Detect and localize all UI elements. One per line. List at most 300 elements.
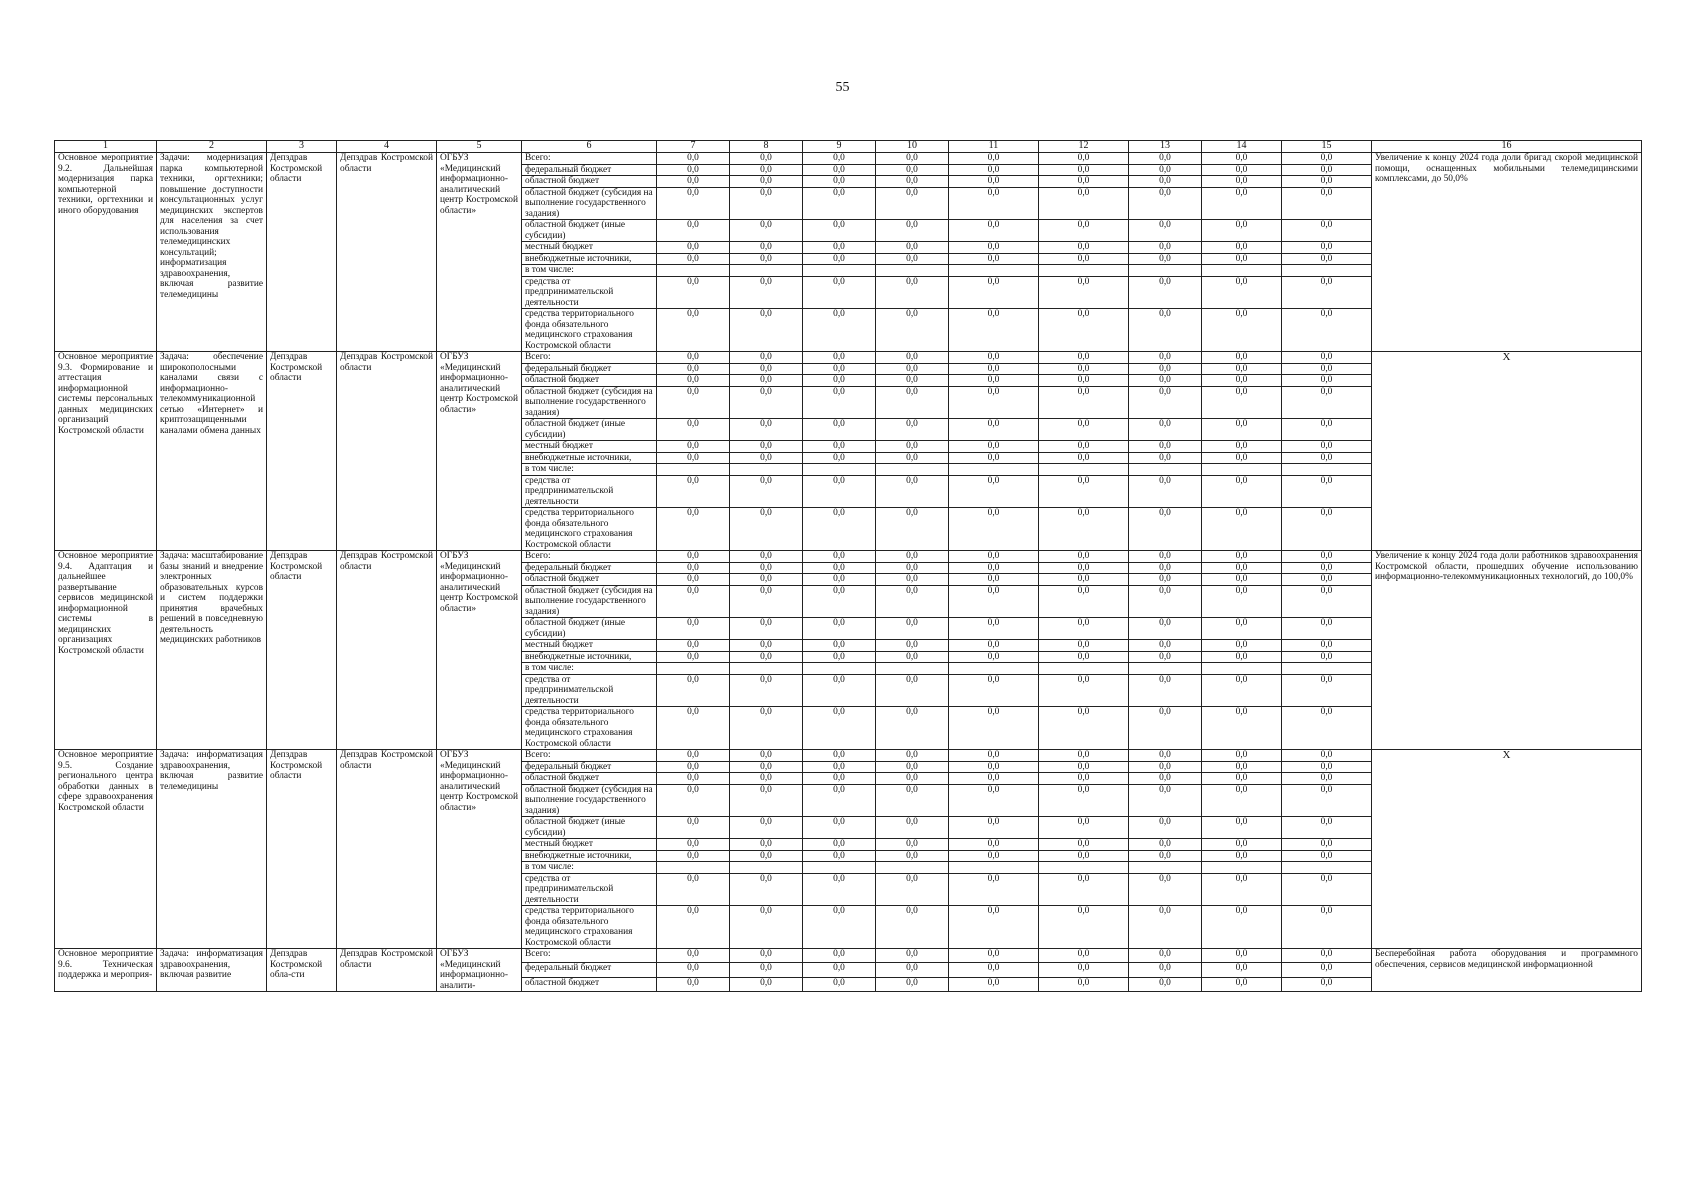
amount-cell bbox=[876, 464, 949, 476]
column-header: 4 bbox=[337, 141, 437, 153]
funding-source: областной бюджет bbox=[522, 977, 657, 991]
amount-cell: 0,0 bbox=[1202, 242, 1282, 254]
amount-cell: 0,0 bbox=[1039, 773, 1129, 785]
amount-cell: 0,0 bbox=[803, 839, 876, 851]
amount-cell: 0,0 bbox=[1129, 253, 1202, 265]
amount-cell: 0,0 bbox=[1202, 253, 1282, 265]
measure-name: Основное мероприятие 9.4. Адаптация и дальнейшее развертывание сервисов медицинской информационной системы в медицинских организациях Костромской области bbox=[55, 551, 157, 750]
amount-cell bbox=[803, 464, 876, 476]
amount-cell: 0,0 bbox=[657, 839, 730, 851]
amount-cell: 0,0 bbox=[1129, 276, 1202, 309]
amount-cell: 0,0 bbox=[1282, 873, 1372, 906]
amount-cell: 0,0 bbox=[876, 276, 949, 309]
funding-source: Всего: bbox=[522, 750, 657, 762]
table-row bbox=[55, 352, 1642, 364]
amount-cell: 0,0 bbox=[657, 817, 730, 839]
amount-cell: 0,0 bbox=[1282, 839, 1372, 851]
amount-cell: 0,0 bbox=[1282, 674, 1372, 707]
amount-cell bbox=[1202, 862, 1282, 874]
measure-name: Основное мероприятие 9.2. Дальнейшая модернизация парка компьютерной техники, оргтехники и иного оборудования bbox=[55, 153, 157, 352]
measure-coexecutor: Депздрав Костромской области bbox=[337, 949, 437, 992]
amount-cell: 0,0 bbox=[1129, 508, 1202, 551]
amount-cell: 0,0 bbox=[1202, 873, 1282, 906]
measure-executor: Депздрав Костромской области bbox=[267, 750, 337, 949]
amount-cell: 0,0 bbox=[1282, 452, 1372, 464]
funding-source: областной бюджет (иные субсидии) bbox=[522, 817, 657, 839]
amount-cell: 0,0 bbox=[876, 784, 949, 817]
amount-cell: 0,0 bbox=[657, 452, 730, 464]
funding-source: областной бюджет (иные субсидии) bbox=[522, 220, 657, 242]
measure-participant: ОГБУЗ «Медицинский информационно-аналитический центр Костромской области» bbox=[437, 551, 522, 750]
amount-cell bbox=[730, 265, 803, 277]
expected-result: X bbox=[1372, 352, 1642, 551]
funding-source: областной бюджет (субсидия на выполнение государственного задания) bbox=[522, 585, 657, 618]
funding-source: областной бюджет bbox=[522, 176, 657, 188]
amount-cell: 0,0 bbox=[657, 176, 730, 188]
funding-source: Всего: bbox=[522, 551, 657, 563]
funding-source: федеральный бюджет bbox=[522, 562, 657, 574]
amount-cell: 0,0 bbox=[949, 817, 1039, 839]
amount-cell: 0,0 bbox=[876, 375, 949, 387]
amount-cell: 0,0 bbox=[1129, 977, 1202, 991]
amount-cell: 0,0 bbox=[949, 618, 1039, 640]
amount-cell: 0,0 bbox=[657, 674, 730, 707]
funding-source: средства от предпринимательской деятельности bbox=[522, 873, 657, 906]
amount-cell: 0,0 bbox=[657, 475, 730, 508]
amount-cell: 0,0 bbox=[949, 475, 1039, 508]
amount-cell: 0,0 bbox=[1282, 475, 1372, 508]
funding-source: внебюджетные источники, bbox=[522, 651, 657, 663]
amount-cell bbox=[949, 464, 1039, 476]
amount-cell: 0,0 bbox=[803, 761, 876, 773]
amount-cell: 0,0 bbox=[1282, 585, 1372, 618]
amount-cell: 0,0 bbox=[803, 551, 876, 563]
amount-cell: 0,0 bbox=[1039, 253, 1129, 265]
amount-cell: 0,0 bbox=[803, 253, 876, 265]
amount-cell: 0,0 bbox=[657, 220, 730, 242]
funding-source: средства от предпринимательской деятельности bbox=[522, 674, 657, 707]
amount-cell: 0,0 bbox=[949, 674, 1039, 707]
amount-cell: 0,0 bbox=[1202, 618, 1282, 640]
amount-cell bbox=[876, 862, 949, 874]
expected-result: Увеличение к концу 2024 года доли бригад скорой медицинской помощи, оснащенных мобильными телемедицинскими комплексами, до 50,0% bbox=[1372, 153, 1642, 352]
program-table bbox=[54, 140, 1642, 992]
table-row bbox=[55, 949, 1642, 963]
amount-cell: 0,0 bbox=[949, 562, 1039, 574]
amount-cell bbox=[876, 663, 949, 675]
measure-coexecutor: Депздрав Костромской области bbox=[337, 352, 437, 551]
amount-cell: 0,0 bbox=[1202, 220, 1282, 242]
measure-task: Задача: масштабирование базы знаний и внедрение электронных образовательных курсов и систем поддержки принятия врачебных решений в повседневную деятельность медицинских работников bbox=[157, 551, 267, 750]
amount-cell: 0,0 bbox=[1039, 187, 1129, 220]
amount-cell: 0,0 bbox=[657, 309, 730, 352]
measure-task: Задача: информатизация здравоохранения, включая развитие телемедицины bbox=[157, 750, 267, 949]
amount-cell bbox=[1202, 464, 1282, 476]
amount-cell: 0,0 bbox=[730, 253, 803, 265]
amount-cell: 0,0 bbox=[876, 220, 949, 242]
amount-cell: 0,0 bbox=[803, 475, 876, 508]
column-header: 14 bbox=[1202, 141, 1282, 153]
amount-cell: 0,0 bbox=[1202, 375, 1282, 387]
amount-cell: 0,0 bbox=[730, 242, 803, 254]
amount-cell: 0,0 bbox=[730, 452, 803, 464]
amount-cell: 0,0 bbox=[1039, 761, 1129, 773]
amount-cell: 0,0 bbox=[876, 618, 949, 640]
amount-cell: 0,0 bbox=[1282, 640, 1372, 652]
amount-cell: 0,0 bbox=[803, 750, 876, 762]
amount-cell: 0,0 bbox=[730, 640, 803, 652]
amount-cell: 0,0 bbox=[1039, 452, 1129, 464]
amount-cell: 0,0 bbox=[657, 574, 730, 586]
amount-cell: 0,0 bbox=[1039, 475, 1129, 508]
measure-participant: ОГБУЗ «Медицинский информационно-аналити- bbox=[437, 949, 522, 992]
amount-cell: 0,0 bbox=[949, 164, 1039, 176]
amount-cell: 0,0 bbox=[657, 441, 730, 453]
amount-cell: 0,0 bbox=[1039, 419, 1129, 441]
amount-cell: 0,0 bbox=[1282, 375, 1372, 387]
column-header: 11 bbox=[949, 141, 1039, 153]
amount-cell: 0,0 bbox=[657, 850, 730, 862]
amount-cell bbox=[1282, 862, 1372, 874]
amount-cell: 0,0 bbox=[1129, 452, 1202, 464]
funding-source: Всего: bbox=[522, 949, 657, 963]
amount-cell: 0,0 bbox=[730, 276, 803, 309]
amount-cell: 0,0 bbox=[1282, 773, 1372, 785]
measure-participant: ОГБУЗ «Медицинский информационно-аналитический центр Костромской области» bbox=[437, 352, 522, 551]
amount-cell: 0,0 bbox=[657, 873, 730, 906]
amount-cell: 0,0 bbox=[949, 363, 1039, 375]
amount-cell: 0,0 bbox=[730, 562, 803, 574]
amount-cell: 0,0 bbox=[657, 276, 730, 309]
amount-cell: 0,0 bbox=[1129, 551, 1202, 563]
column-header: 7 bbox=[657, 141, 730, 153]
amount-cell: 0,0 bbox=[1202, 850, 1282, 862]
amount-cell: 0,0 bbox=[1282, 949, 1372, 963]
amount-cell: 0,0 bbox=[803, 386, 876, 419]
amount-cell: 0,0 bbox=[657, 963, 730, 977]
amount-cell: 0,0 bbox=[1282, 363, 1372, 375]
amount-cell: 0,0 bbox=[1039, 850, 1129, 862]
amount-cell: 0,0 bbox=[1039, 674, 1129, 707]
amount-cell: 0,0 bbox=[949, 640, 1039, 652]
amount-cell: 0,0 bbox=[1202, 419, 1282, 441]
measure-name: Основное мероприятие 9.6. Техническая поддержка и мероприя- bbox=[55, 949, 157, 992]
amount-cell: 0,0 bbox=[949, 784, 1039, 817]
amount-cell: 0,0 bbox=[1282, 153, 1372, 165]
amount-cell: 0,0 bbox=[730, 164, 803, 176]
amount-cell: 0,0 bbox=[1129, 839, 1202, 851]
amount-cell: 0,0 bbox=[803, 773, 876, 785]
amount-cell: 0,0 bbox=[876, 187, 949, 220]
amount-cell: 0,0 bbox=[803, 651, 876, 663]
amount-cell: 0,0 bbox=[803, 309, 876, 352]
amount-cell: 0,0 bbox=[1282, 352, 1372, 364]
amount-cell: 0,0 bbox=[1202, 441, 1282, 453]
amount-cell: 0,0 bbox=[949, 949, 1039, 963]
amount-cell: 0,0 bbox=[949, 253, 1039, 265]
amount-cell: 0,0 bbox=[803, 452, 876, 464]
amount-cell: 0,0 bbox=[1039, 309, 1129, 352]
amount-cell: 0,0 bbox=[876, 363, 949, 375]
amount-cell: 0,0 bbox=[949, 839, 1039, 851]
amount-cell: 0,0 bbox=[803, 817, 876, 839]
funding-source: в том числе: bbox=[522, 663, 657, 675]
amount-cell: 0,0 bbox=[1129, 949, 1202, 963]
amount-cell: 0,0 bbox=[949, 375, 1039, 387]
amount-cell: 0,0 bbox=[1129, 817, 1202, 839]
amount-cell bbox=[730, 464, 803, 476]
amount-cell: 0,0 bbox=[949, 850, 1039, 862]
amount-cell: 0,0 bbox=[876, 850, 949, 862]
amount-cell: 0,0 bbox=[1202, 574, 1282, 586]
amount-cell: 0,0 bbox=[1282, 750, 1372, 762]
amount-cell: 0,0 bbox=[657, 508, 730, 551]
amount-cell bbox=[1282, 663, 1372, 675]
amount-cell: 0,0 bbox=[1039, 750, 1129, 762]
amount-cell: 0,0 bbox=[1282, 386, 1372, 419]
amount-cell: 0,0 bbox=[1039, 707, 1129, 750]
amount-cell: 0,0 bbox=[657, 562, 730, 574]
amount-cell: 0,0 bbox=[1202, 508, 1282, 551]
amount-cell: 0,0 bbox=[1039, 386, 1129, 419]
amount-cell: 0,0 bbox=[1202, 276, 1282, 309]
column-header: 8 bbox=[730, 141, 803, 153]
column-header: 6 bbox=[522, 141, 657, 153]
amount-cell: 0,0 bbox=[1129, 309, 1202, 352]
amount-cell: 0,0 bbox=[949, 187, 1039, 220]
amount-cell: 0,0 bbox=[1039, 906, 1129, 949]
amount-cell: 0,0 bbox=[803, 977, 876, 991]
amount-cell: 0,0 bbox=[1039, 220, 1129, 242]
amount-cell: 0,0 bbox=[1202, 309, 1282, 352]
amount-cell: 0,0 bbox=[949, 176, 1039, 188]
amount-cell: 0,0 bbox=[657, 906, 730, 949]
amount-cell: 0,0 bbox=[657, 784, 730, 817]
amount-cell: 0,0 bbox=[803, 153, 876, 165]
amount-cell: 0,0 bbox=[1202, 164, 1282, 176]
amount-cell bbox=[949, 265, 1039, 277]
amount-cell: 0,0 bbox=[876, 585, 949, 618]
amount-cell: 0,0 bbox=[1039, 562, 1129, 574]
amount-cell: 0,0 bbox=[1039, 977, 1129, 991]
amount-cell: 0,0 bbox=[1129, 761, 1202, 773]
amount-cell: 0,0 bbox=[1202, 176, 1282, 188]
amount-cell: 0,0 bbox=[657, 386, 730, 419]
amount-cell: 0,0 bbox=[876, 508, 949, 551]
amount-cell: 0,0 bbox=[803, 242, 876, 254]
measure-executor: Депздрав Костромской области bbox=[267, 352, 337, 551]
amount-cell: 0,0 bbox=[1202, 761, 1282, 773]
amount-cell: 0,0 bbox=[1202, 963, 1282, 977]
amount-cell: 0,0 bbox=[1202, 562, 1282, 574]
amount-cell: 0,0 bbox=[876, 386, 949, 419]
amount-cell: 0,0 bbox=[1129, 352, 1202, 364]
funding-source: федеральный бюджет bbox=[522, 164, 657, 176]
amount-cell bbox=[657, 464, 730, 476]
amount-cell: 0,0 bbox=[1202, 386, 1282, 419]
amount-cell: 0,0 bbox=[876, 475, 949, 508]
amount-cell bbox=[1039, 464, 1129, 476]
amount-cell: 0,0 bbox=[730, 618, 803, 640]
amount-cell: 0,0 bbox=[1039, 363, 1129, 375]
amount-cell: 0,0 bbox=[730, 363, 803, 375]
amount-cell: 0,0 bbox=[876, 441, 949, 453]
amount-cell: 0,0 bbox=[803, 850, 876, 862]
funding-source: местный бюджет bbox=[522, 441, 657, 453]
amount-cell: 0,0 bbox=[1039, 839, 1129, 851]
amount-cell: 0,0 bbox=[730, 773, 803, 785]
amount-cell bbox=[657, 663, 730, 675]
amount-cell: 0,0 bbox=[1202, 551, 1282, 563]
amount-cell: 0,0 bbox=[876, 906, 949, 949]
amount-cell: 0,0 bbox=[1202, 839, 1282, 851]
funding-source: областной бюджет (иные субсидии) bbox=[522, 419, 657, 441]
amount-cell: 0,0 bbox=[1129, 574, 1202, 586]
funding-source: областной бюджет (иные субсидии) bbox=[522, 618, 657, 640]
column-header: 5 bbox=[437, 141, 522, 153]
amount-cell: 0,0 bbox=[730, 309, 803, 352]
funding-source: средства территориального фонда обязательного медицинского страхования Костромской области bbox=[522, 508, 657, 551]
amount-cell: 0,0 bbox=[1129, 963, 1202, 977]
amount-cell: 0,0 bbox=[1129, 618, 1202, 640]
amount-cell: 0,0 bbox=[1039, 176, 1129, 188]
amount-cell: 0,0 bbox=[1039, 817, 1129, 839]
amount-cell bbox=[1202, 663, 1282, 675]
amount-cell: 0,0 bbox=[876, 153, 949, 165]
amount-cell: 0,0 bbox=[876, 707, 949, 750]
amount-cell: 0,0 bbox=[803, 441, 876, 453]
funding-source: областной бюджет bbox=[522, 574, 657, 586]
amount-cell: 0,0 bbox=[1282, 906, 1372, 949]
amount-cell: 0,0 bbox=[803, 562, 876, 574]
column-header: 15 bbox=[1282, 141, 1372, 153]
funding-source: внебюджетные источники, bbox=[522, 452, 657, 464]
amount-cell: 0,0 bbox=[1282, 817, 1372, 839]
amount-cell: 0,0 bbox=[876, 963, 949, 977]
amount-cell: 0,0 bbox=[1039, 618, 1129, 640]
amount-cell: 0,0 bbox=[876, 977, 949, 991]
amount-cell: 0,0 bbox=[657, 352, 730, 364]
amount-cell bbox=[1129, 464, 1202, 476]
page-number: 55 bbox=[835, 80, 850, 95]
measure-task: Задачи: модернизация парка компьютерной техники, оргтехники; повышение доступности консультационных услуг медицинских экспертов для населения за счет использования телемедицинских консультаций; информатизация здравоохранения, включая развитие телемедицины bbox=[157, 153, 267, 352]
amount-cell: 0,0 bbox=[1129, 773, 1202, 785]
amount-cell bbox=[657, 265, 730, 277]
amount-cell: 0,0 bbox=[1129, 419, 1202, 441]
amount-cell: 0,0 bbox=[949, 220, 1039, 242]
amount-cell: 0,0 bbox=[803, 618, 876, 640]
amount-cell: 0,0 bbox=[730, 817, 803, 839]
amount-cell: 0,0 bbox=[949, 309, 1039, 352]
amount-cell: 0,0 bbox=[1282, 220, 1372, 242]
amount-cell: 0,0 bbox=[1129, 220, 1202, 242]
measure-coexecutor: Депздрав Костромской области bbox=[337, 551, 437, 750]
amount-cell: 0,0 bbox=[1129, 651, 1202, 663]
amount-cell: 0,0 bbox=[949, 452, 1039, 464]
amount-cell bbox=[803, 265, 876, 277]
amount-cell bbox=[1039, 265, 1129, 277]
amount-cell bbox=[1202, 265, 1282, 277]
amount-cell: 0,0 bbox=[1129, 386, 1202, 419]
amount-cell: 0,0 bbox=[657, 977, 730, 991]
amount-cell: 0,0 bbox=[730, 977, 803, 991]
amount-cell: 0,0 bbox=[949, 707, 1039, 750]
amount-cell: 0,0 bbox=[1039, 963, 1129, 977]
amount-cell: 0,0 bbox=[1202, 640, 1282, 652]
amount-cell: 0,0 bbox=[657, 164, 730, 176]
amount-cell: 0,0 bbox=[657, 949, 730, 963]
funding-source: внебюджетные источники, bbox=[522, 850, 657, 862]
amount-cell: 0,0 bbox=[876, 309, 949, 352]
amount-cell: 0,0 bbox=[876, 562, 949, 574]
amount-cell: 0,0 bbox=[876, 574, 949, 586]
amount-cell: 0,0 bbox=[1282, 707, 1372, 750]
amount-cell: 0,0 bbox=[1282, 242, 1372, 254]
measure-executor: Депздрав Костромской области bbox=[267, 551, 337, 750]
column-header: 3 bbox=[267, 141, 337, 153]
column-header: 13 bbox=[1129, 141, 1202, 153]
funding-source: внебюджетные источники, bbox=[522, 253, 657, 265]
funding-source: средства территориального фонда обязательного медицинского страхования Костромской области bbox=[522, 707, 657, 750]
amount-cell: 0,0 bbox=[1202, 363, 1282, 375]
amount-cell: 0,0 bbox=[1202, 153, 1282, 165]
amount-cell bbox=[657, 862, 730, 874]
amount-cell: 0,0 bbox=[949, 873, 1039, 906]
amount-cell: 0,0 bbox=[657, 585, 730, 618]
measure-participant: ОГБУЗ «Медицинский информационно-аналитический центр Костромской области» bbox=[437, 750, 522, 949]
amount-cell: 0,0 bbox=[730, 784, 803, 817]
amount-cell: 0,0 bbox=[1202, 352, 1282, 364]
funding-source: федеральный бюджет bbox=[522, 761, 657, 773]
amount-cell: 0,0 bbox=[803, 187, 876, 220]
measure-executor: Депздрав Костромской области bbox=[267, 153, 337, 352]
column-header: 2 bbox=[157, 141, 267, 153]
amount-cell: 0,0 bbox=[876, 164, 949, 176]
amount-cell: 0,0 bbox=[730, 508, 803, 551]
amount-cell: 0,0 bbox=[730, 949, 803, 963]
amount-cell: 0,0 bbox=[730, 375, 803, 387]
amount-cell: 0,0 bbox=[1202, 475, 1282, 508]
amount-cell: 0,0 bbox=[803, 375, 876, 387]
funding-source: областной бюджет (субсидия на выполнение государственного задания) bbox=[522, 187, 657, 220]
amount-cell: 0,0 bbox=[657, 640, 730, 652]
amount-cell: 0,0 bbox=[657, 153, 730, 165]
funding-source: областной бюджет (субсидия на выполнение государственного задания) bbox=[522, 784, 657, 817]
column-header: 9 bbox=[803, 141, 876, 153]
amount-cell: 0,0 bbox=[657, 375, 730, 387]
amount-cell: 0,0 bbox=[1282, 309, 1372, 352]
amount-cell: 0,0 bbox=[949, 977, 1039, 991]
amount-cell: 0,0 bbox=[803, 784, 876, 817]
amount-cell: 0,0 bbox=[1039, 508, 1129, 551]
amount-cell bbox=[730, 663, 803, 675]
amount-cell: 0,0 bbox=[803, 707, 876, 750]
amount-cell: 0,0 bbox=[1129, 707, 1202, 750]
amount-cell: 0,0 bbox=[1039, 375, 1129, 387]
amount-cell: 0,0 bbox=[949, 386, 1039, 419]
amount-cell: 0,0 bbox=[1039, 949, 1129, 963]
amount-cell: 0,0 bbox=[803, 906, 876, 949]
table-row bbox=[55, 551, 1642, 563]
amount-cell: 0,0 bbox=[1039, 276, 1129, 309]
amount-cell: 0,0 bbox=[1202, 784, 1282, 817]
amount-cell: 0,0 bbox=[730, 574, 803, 586]
amount-cell bbox=[803, 663, 876, 675]
amount-cell: 0,0 bbox=[730, 176, 803, 188]
amount-cell: 0,0 bbox=[730, 707, 803, 750]
amount-cell: 0,0 bbox=[1129, 475, 1202, 508]
amount-cell: 0,0 bbox=[1039, 352, 1129, 364]
